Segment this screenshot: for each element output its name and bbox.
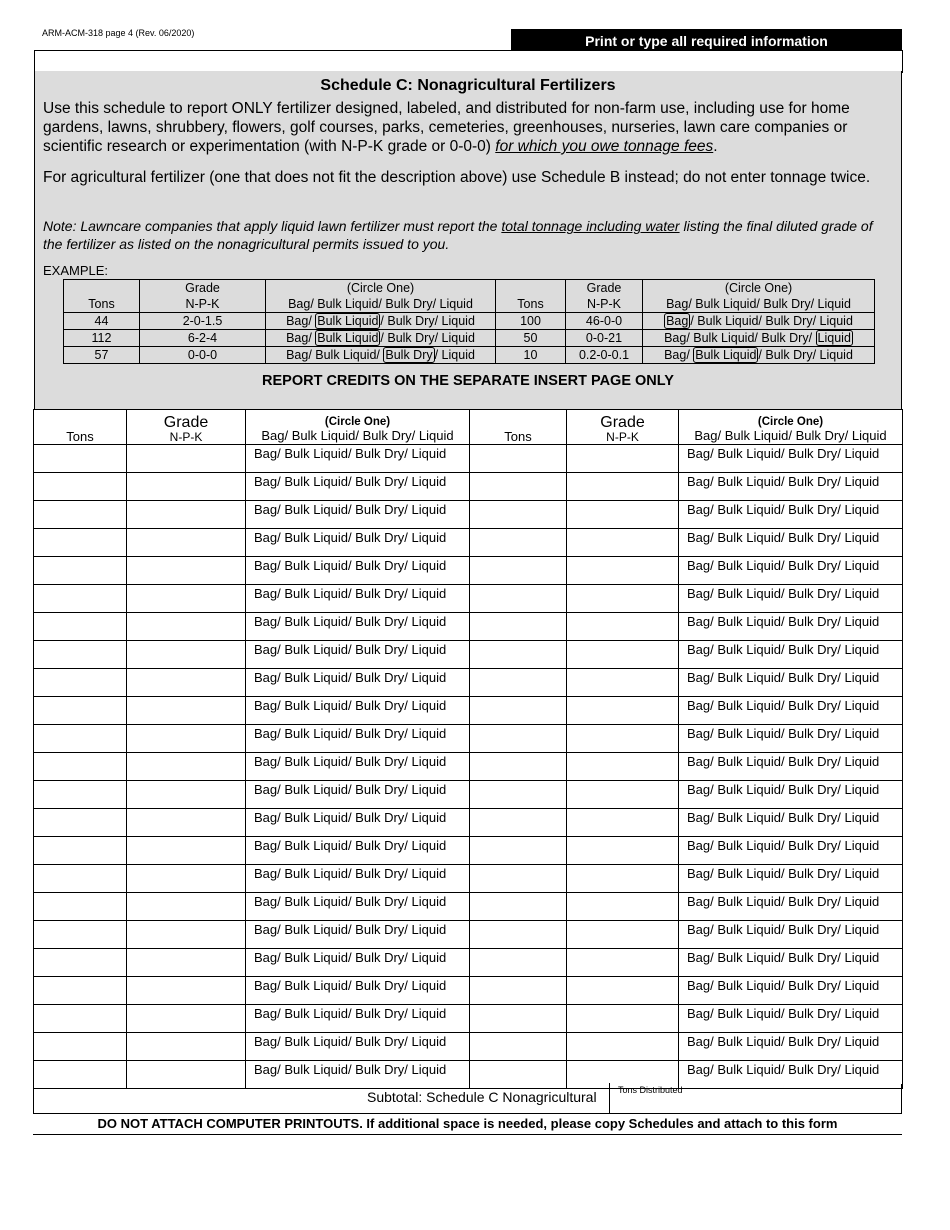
- form-options[interactable]: Bag/ Bulk Liquid/ Bulk Dry/ Liquid: [679, 669, 903, 697]
- form-options[interactable]: Bag/ Bulk Liquid/ Bulk Dry/ Liquid: [246, 501, 470, 529]
- tons-field[interactable]: [470, 473, 567, 501]
- form-options[interactable]: Bag/ Bulk Liquid/ Bulk Dry/ Liquid: [679, 921, 903, 949]
- example-cell: 50: [496, 330, 566, 347]
- entry-row: [34, 445, 903, 473]
- form-id: ARM-ACM-318 page 4 (Rev. 06/2020): [42, 28, 195, 38]
- tons-field[interactable]: [470, 865, 567, 893]
- grade-field[interactable]: [127, 473, 246, 501]
- example-cell: 6-2-4: [140, 330, 266, 347]
- grade-field[interactable]: [567, 585, 679, 613]
- form-options[interactable]: Bag/ Bulk Liquid/ Bulk Dry/ Liquid: [246, 473, 470, 501]
- entry-row: [34, 585, 903, 613]
- tons-field[interactable]: [470, 557, 567, 585]
- tons-field[interactable]: [34, 529, 127, 557]
- grade-field[interactable]: [567, 725, 679, 753]
- form-options[interactable]: Bag/ Bulk Liquid/ Bulk Dry/ Liquid: [246, 1033, 470, 1061]
- form-options[interactable]: Bag/ Bulk Liquid/ Bulk Dry/ Liquid: [246, 725, 470, 753]
- tons-field[interactable]: [34, 753, 127, 781]
- form-options[interactable]: Bag/ Bulk Liquid/ Bulk Dry/ Liquid: [679, 809, 903, 837]
- example-cell: 10: [496, 347, 566, 364]
- form-options[interactable]: Bag/ Bulk Liquid/ Bulk Dry/ Liquid: [679, 1005, 903, 1033]
- header-grade: Grade N-P-K: [567, 410, 679, 445]
- tons-field[interactable]: [470, 669, 567, 697]
- grade-field[interactable]: [567, 613, 679, 641]
- tons-field[interactable]: [470, 893, 567, 921]
- report-credits-notice: REPORT CREDITS ON THE SEPARATE INSERT PAGE ONLY: [262, 373, 674, 389]
- tons-field[interactable]: [34, 641, 127, 669]
- entry-row: [34, 473, 903, 501]
- example-form-cell: Bag/ Bulk Liquid / Bulk Dry/ Liquid: [643, 347, 875, 364]
- grade-field[interactable]: [127, 781, 246, 809]
- example-header-row: Tons N-P-K Bag/ Bulk Liquid/ Bulk Dry/ Liquid Tons N-P-K Bag/ Bulk Liquid/ Bulk Dry/ Liquid: [64, 296, 875, 313]
- tons-field[interactable]: [34, 781, 127, 809]
- tons-field[interactable]: [470, 529, 567, 557]
- header-form: (Circle One) Bag/ Bulk Liquid/ Bulk Dry/ Liquid: [246, 410, 470, 445]
- example-form-cell: Bag/ Bulk Liquid/ Bulk Dry / Liquid: [266, 347, 496, 364]
- header-form: (Circle One) Bag/ Bulk Liquid/ Bulk Dry/ Liquid: [679, 410, 903, 445]
- grade-field[interactable]: [127, 557, 246, 585]
- entry-row: [34, 809, 903, 837]
- subtotal-label: Subtotal: Schedule C Nonagricultural: [367, 1089, 597, 1105]
- grade-field[interactable]: [127, 1033, 246, 1061]
- tons-field[interactable]: [34, 949, 127, 977]
- lawncare-note: Note: Lawncare companies that apply liquid lawn fertilizer must report the total tonnage including water listing the final diluted grade of the fertilizer as listed on the nonagricultural permits issued to you.: [43, 218, 873, 252]
- entry-row: [34, 557, 903, 585]
- example-row: [64, 313, 875, 330]
- form-options[interactable]: Bag/ Bulk Liquid/ Bulk Dry/ Liquid: [679, 641, 903, 669]
- entry-row: [34, 781, 903, 809]
- grade-field[interactable]: [567, 921, 679, 949]
- form-options[interactable]: Bag/ Bulk Liquid/ Bulk Dry/ Liquid: [246, 809, 470, 837]
- tons-field[interactable]: [470, 1033, 567, 1061]
- form-options[interactable]: Bag/ Bulk Liquid/ Bulk Dry/ Liquid: [679, 585, 903, 613]
- tons-field[interactable]: [34, 725, 127, 753]
- form-options[interactable]: Bag/ Bulk Liquid/ Bulk Dry/ Liquid: [246, 557, 470, 585]
- grade-field[interactable]: [127, 837, 246, 865]
- entry-row: [34, 613, 903, 641]
- form-options[interactable]: Bag/ Bulk Liquid/ Bulk Dry/ Liquid: [679, 893, 903, 921]
- grade-field[interactable]: [567, 641, 679, 669]
- note-emphasis: total tonnage including water: [501, 218, 680, 234]
- grade-field[interactable]: [567, 1005, 679, 1033]
- instruction-paragraph-1: Use this schedule to report ONLY fertilizer designed, labeled, and distributed for non-farm use, including use for home gardens, lawns, shrubbery, flowers, golf courses, parks, cemeteries, greenhouses, nurseries, lawn care companies or scientific research or experimentation (with N-P-K grade or 0-0-0) for which you owe tonnage fees.: [43, 100, 850, 155]
- tons-field[interactable]: [470, 501, 567, 529]
- tons-field[interactable]: [34, 697, 127, 725]
- entry-row: [34, 1005, 903, 1033]
- grade-field[interactable]: [127, 697, 246, 725]
- grade-field[interactable]: [567, 445, 679, 473]
- entry-row: [34, 949, 903, 977]
- entry-row: [34, 641, 903, 669]
- tons-field[interactable]: [34, 809, 127, 837]
- tons-distributed-field[interactable]: [609, 1083, 903, 1113]
- example-cell: 57: [64, 347, 140, 364]
- example-row: [64, 347, 875, 364]
- grade-field[interactable]: [127, 445, 246, 473]
- tons-field[interactable]: [34, 1033, 127, 1061]
- entry-row: [34, 753, 903, 781]
- grade-field[interactable]: [127, 1005, 246, 1033]
- grade-field[interactable]: [567, 949, 679, 977]
- tons-field[interactable]: [34, 1005, 127, 1033]
- tons-field[interactable]: [470, 697, 567, 725]
- print-instruction-banner: Print or type all required information: [511, 29, 902, 51]
- header-tons: Tons: [34, 410, 127, 445]
- grade-field[interactable]: [127, 725, 246, 753]
- tons-field[interactable]: [34, 473, 127, 501]
- example-cell: 44: [64, 313, 140, 330]
- grade-field[interactable]: [127, 529, 246, 557]
- tons-field[interactable]: [470, 949, 567, 977]
- entry-row: [34, 921, 903, 949]
- grade-field[interactable]: [127, 753, 246, 781]
- tons-field[interactable]: [34, 613, 127, 641]
- grade-field[interactable]: [127, 641, 246, 669]
- form-options[interactable]: Bag/ Bulk Liquid/ Bulk Dry/ Liquid: [679, 977, 903, 1005]
- tons-field[interactable]: [34, 921, 127, 949]
- tons-field[interactable]: [34, 557, 127, 585]
- form-options[interactable]: Bag/ Bulk Liquid/ Bulk Dry/ Liquid: [246, 893, 470, 921]
- grade-field[interactable]: [567, 1033, 679, 1061]
- example-cell: 0.2-0-0.1: [566, 347, 643, 364]
- tons-field[interactable]: [470, 585, 567, 613]
- instructions-panel: [34, 71, 902, 409]
- entry-row: [34, 669, 903, 697]
- grade-field[interactable]: [567, 893, 679, 921]
- entry-row: [34, 977, 903, 1005]
- entry-row: [34, 501, 903, 529]
- form-options[interactable]: Bag/ Bulk Liquid/ Bulk Dry/ Liquid: [246, 697, 470, 725]
- tons-field[interactable]: [470, 725, 567, 753]
- form-options[interactable]: Bag/ Bulk Liquid/ Bulk Dry/ Liquid: [679, 529, 903, 557]
- form-options[interactable]: Bag/ Bulk Liquid/ Bulk Dry/ Liquid: [679, 501, 903, 529]
- example-cell: 46-0-0: [566, 313, 643, 330]
- entry-header-row: [34, 410, 903, 445]
- example-form-cell: Bag/ Bulk Liquid / Bulk Dry/ Liquid: [266, 313, 496, 330]
- grade-field[interactable]: [567, 977, 679, 1005]
- form-options[interactable]: Bag/ Bulk Liquid/ Bulk Dry/ Liquid: [679, 753, 903, 781]
- grade-field[interactable]: [567, 669, 679, 697]
- entry-row: [34, 529, 903, 557]
- form-options[interactable]: Bag/ Bulk Liquid/ Bulk Dry/ Liquid: [246, 1005, 470, 1033]
- tons-field[interactable]: [470, 809, 567, 837]
- tons-field[interactable]: [34, 837, 127, 865]
- form-options[interactable]: Bag/ Bulk Liquid/ Bulk Dry/ Liquid: [246, 1061, 470, 1089]
- example-header-row: Grade (Circle One) Grade (Circle One): [64, 280, 875, 297]
- tons-field[interactable]: [34, 501, 127, 529]
- example-cell: 2-0-1.5: [140, 313, 266, 330]
- tons-field[interactable]: [34, 865, 127, 893]
- form-options[interactable]: Bag/ Bulk Liquid/ Bulk Dry/ Liquid: [679, 781, 903, 809]
- subtotal-row: [33, 1084, 902, 1114]
- form-options[interactable]: Bag/ Bulk Liquid/ Bulk Dry/ Liquid: [679, 445, 903, 473]
- tons-field[interactable]: [470, 1005, 567, 1033]
- tons-field[interactable]: [470, 641, 567, 669]
- grade-field[interactable]: [127, 921, 246, 949]
- grade-field[interactable]: [567, 865, 679, 893]
- form-options[interactable]: Bag/ Bulk Liquid/ Bulk Dry/ Liquid: [679, 837, 903, 865]
- tons-field[interactable]: [470, 781, 567, 809]
- emphasis-text: for which you owe tonnage fees: [495, 138, 714, 155]
- grade-field[interactable]: [127, 893, 246, 921]
- example-form-cell: Bag/ Bulk Liquid / Bulk Dry/ Liquid: [266, 330, 496, 347]
- form-options[interactable]: Bag/ Bulk Liquid/ Bulk Dry/ Liquid: [246, 921, 470, 949]
- grade-field[interactable]: [567, 753, 679, 781]
- form-options[interactable]: Bag/ Bulk Liquid/ Bulk Dry/ Liquid: [246, 669, 470, 697]
- circled-option: Bulk Liquid: [317, 330, 379, 345]
- form-options[interactable]: Bag/ Bulk Liquid/ Bulk Dry/ Liquid: [679, 1033, 903, 1061]
- instruction-paragraph-2: For agricultural fertilizer (one that does not fit the description above) use Schedule B instead; do not enter tonnage twice.: [43, 169, 871, 186]
- circled-option: Bulk Dry: [385, 347, 433, 362]
- example-cell: 100: [496, 313, 566, 330]
- schedule-title: Schedule C: Nonagricultural Fertilizers: [320, 77, 616, 94]
- entry-row: [34, 893, 903, 921]
- example-table: [63, 279, 875, 364]
- example-form-cell: Bag/ Bulk Liquid/ Bulk Dry/ Liquid: [643, 330, 875, 347]
- header-frame: [34, 50, 903, 73]
- circled-option: Bulk Liquid: [695, 347, 757, 362]
- grade-field[interactable]: [567, 837, 679, 865]
- circled-option: Liquid: [817, 330, 851, 345]
- form-options[interactable]: Bag/ Bulk Liquid/ Bulk Dry/ Liquid: [246, 837, 470, 865]
- example-cell: 0-0-0: [140, 347, 266, 364]
- grade-field[interactable]: [567, 501, 679, 529]
- grade-field[interactable]: [127, 501, 246, 529]
- form-options[interactable]: Bag/ Bulk Liquid/ Bulk Dry/ Liquid: [246, 753, 470, 781]
- grade-field[interactable]: [567, 697, 679, 725]
- form-options[interactable]: Bag/ Bulk Liquid/ Bulk Dry/ Liquid: [246, 865, 470, 893]
- example-label: EXAMPLE:: [43, 263, 109, 278]
- tons-field[interactable]: [34, 669, 127, 697]
- form-options[interactable]: Bag/ Bulk Liquid/ Bulk Dry/ Liquid: [679, 557, 903, 585]
- grade-field[interactable]: [567, 781, 679, 809]
- tons-field[interactable]: [470, 445, 567, 473]
- example-form-cell: Bag / Bulk Liquid/ Bulk Dry/ Liquid: [643, 313, 875, 330]
- tons-field[interactable]: [470, 753, 567, 781]
- entry-row: [34, 697, 903, 725]
- tons-distributed-label: Tons Distributed: [618, 1085, 683, 1095]
- grade-field[interactable]: [567, 557, 679, 585]
- form-options[interactable]: Bag/ Bulk Liquid/ Bulk Dry/ Liquid: [679, 613, 903, 641]
- footer-warning: DO NOT ATTACH COMPUTER PRINTOUTS. If additional space is needed, please copy Schedules and attach to this form: [33, 1114, 902, 1135]
- grade-field[interactable]: [127, 613, 246, 641]
- tons-field[interactable]: [34, 445, 127, 473]
- form-options[interactable]: Bag/ Bulk Liquid/ Bulk Dry/ Liquid: [246, 529, 470, 557]
- tons-field[interactable]: [470, 921, 567, 949]
- grade-field[interactable]: [567, 809, 679, 837]
- form-options[interactable]: Bag/ Bulk Liquid/ Bulk Dry/ Liquid: [246, 613, 470, 641]
- grade-field[interactable]: [567, 473, 679, 501]
- example-row: [64, 330, 875, 347]
- form-options[interactable]: Bag/ Bulk Liquid/ Bulk Dry/ Liquid: [679, 725, 903, 753]
- entry-row: [34, 865, 903, 893]
- tons-field[interactable]: [470, 977, 567, 1005]
- circled-option: Bulk Liquid: [317, 313, 379, 328]
- form-options[interactable]: Bag/ Bulk Liquid/ Bulk Dry/ Liquid: [679, 949, 903, 977]
- grade-field[interactable]: [127, 977, 246, 1005]
- grade-field[interactable]: [127, 669, 246, 697]
- entry-table: [33, 409, 903, 1089]
- entry-row: [34, 725, 903, 753]
- circled-option: Bag: [666, 313, 689, 328]
- form-options[interactable]: Bag/ Bulk Liquid/ Bulk Dry/ Liquid: [679, 1061, 903, 1089]
- form-options[interactable]: Bag/ Bulk Liquid/ Bulk Dry/ Liquid: [679, 473, 903, 501]
- form-options[interactable]: Bag/ Bulk Liquid/ Bulk Dry/ Liquid: [246, 641, 470, 669]
- entry-row: [34, 837, 903, 865]
- example-cell: 112: [64, 330, 140, 347]
- grade-field[interactable]: [127, 585, 246, 613]
- form-options[interactable]: Bag/ Bulk Liquid/ Bulk Dry/ Liquid: [246, 585, 470, 613]
- form-options[interactable]: Bag/ Bulk Liquid/ Bulk Dry/ Liquid: [246, 781, 470, 809]
- grade-field[interactable]: [127, 865, 246, 893]
- example-cell: 0-0-21: [566, 330, 643, 347]
- grade-field[interactable]: [567, 529, 679, 557]
- grade-field[interactable]: [127, 809, 246, 837]
- entry-row: [34, 1033, 903, 1061]
- tons-field[interactable]: [34, 893, 127, 921]
- form-options[interactable]: Bag/ Bulk Liquid/ Bulk Dry/ Liquid: [246, 977, 470, 1005]
- form-options[interactable]: Bag/ Bulk Liquid/ Bulk Dry/ Liquid: [246, 949, 470, 977]
- header-tons: Tons: [470, 410, 567, 445]
- grade-field[interactable]: [127, 949, 246, 977]
- form-options[interactable]: Bag/ Bulk Liquid/ Bulk Dry/ Liquid: [246, 445, 470, 473]
- tons-field[interactable]: [34, 585, 127, 613]
- header-grade: Grade N-P-K: [127, 410, 246, 445]
- tons-field[interactable]: [470, 837, 567, 865]
- tons-field[interactable]: [34, 977, 127, 1005]
- tons-field[interactable]: [470, 613, 567, 641]
- form-options[interactable]: Bag/ Bulk Liquid/ Bulk Dry/ Liquid: [679, 865, 903, 893]
- form-options[interactable]: Bag/ Bulk Liquid/ Bulk Dry/ Liquid: [679, 697, 903, 725]
